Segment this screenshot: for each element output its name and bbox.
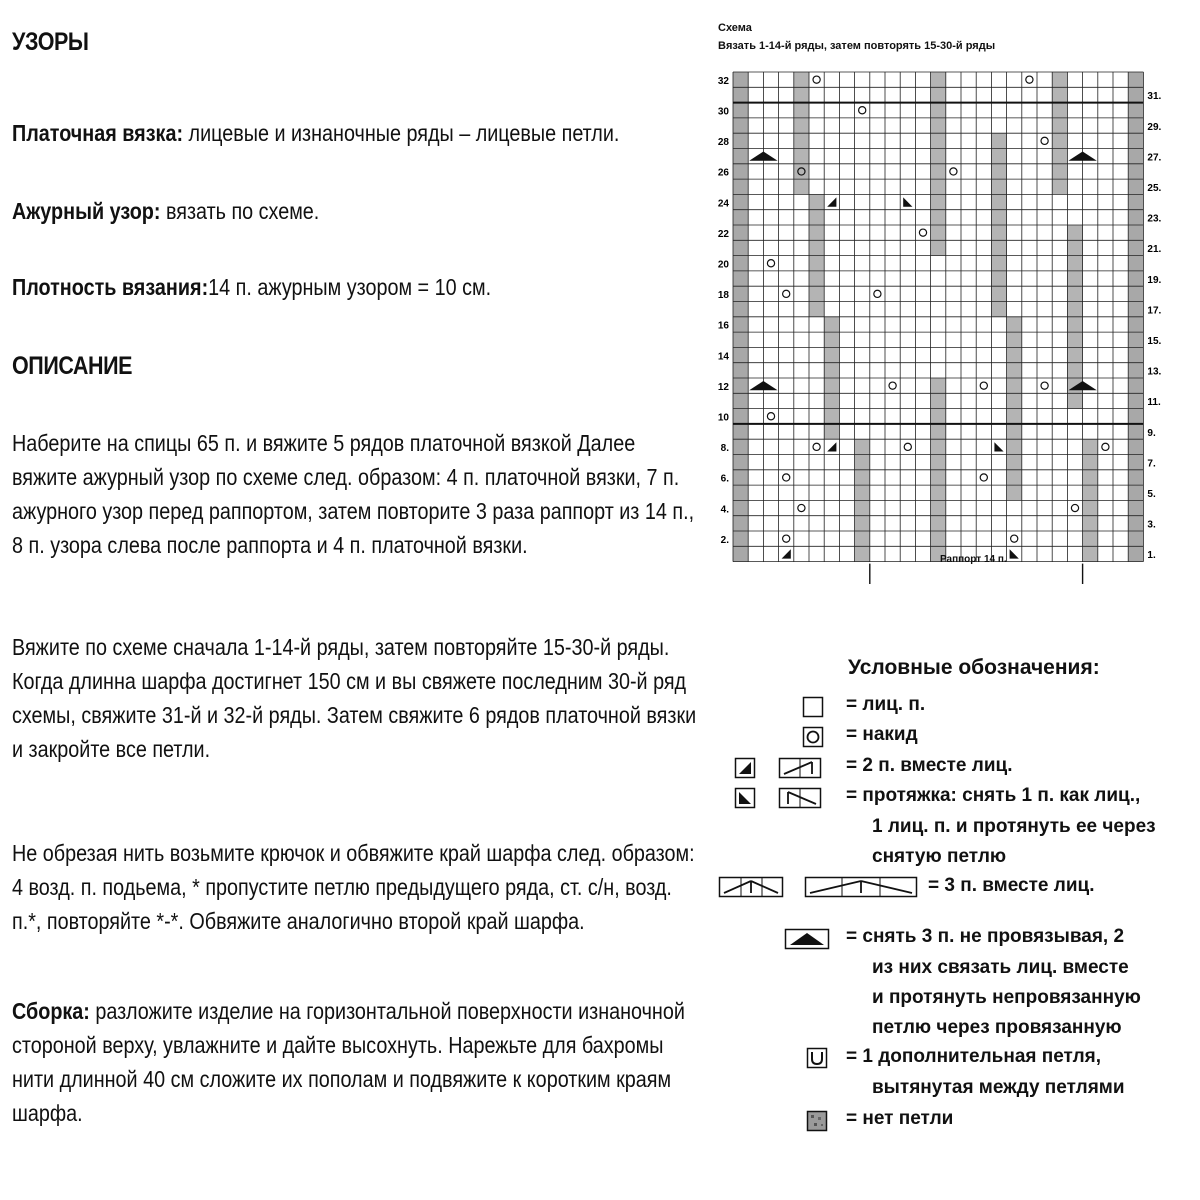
yarn-over-mark [783, 474, 790, 481]
row-label-left: 12 [717, 381, 729, 393]
slip3-icon [784, 928, 830, 950]
platoch-label: Платочная вязка: [12, 120, 184, 146]
knit-stitch-icon [802, 696, 824, 718]
legend-title: Условные обозначения: [848, 656, 1100, 679]
yarn-over-mark [919, 229, 926, 236]
decrease-mark [1010, 549, 1019, 558]
yarn-over-mark [1026, 76, 1033, 83]
slip3-mark [749, 381, 777, 390]
yarn-over-mark [874, 290, 881, 297]
yarn-over-mark [1102, 443, 1109, 450]
chart-grid [700, 14, 1200, 584]
assembly-text: разложите изделие на горизонтальной поверхности изнаночной стороной верху, увлажните и дайте высохнуть. Нарежьте для бахромы нити длинной 40 см сложите их пополам и подвяжите к коротким краям шарфа. [12, 998, 685, 1126]
yarn-over-mark [783, 535, 790, 542]
yarn-over-mark [859, 107, 866, 114]
slip3-mark [749, 152, 777, 161]
paragraph-assembly [12, 994, 700, 1130]
row-label-left: 30 [717, 106, 729, 118]
row-label-right: 19. [1147, 274, 1162, 286]
legend-skp-3: снятую петлю [872, 846, 1007, 867]
yarn-over-mark [783, 290, 790, 297]
row-label-left: 20 [717, 259, 729, 271]
ajur-label: Ажурный узор: [12, 198, 161, 224]
row-label-right: 7. [1147, 458, 1156, 470]
chart-subtitle: Вязать 1-14-й ряды, затем повторять 15-30-й ряды [718, 40, 996, 52]
k2tog-icon [734, 757, 756, 779]
row-label-right: 3. [1147, 519, 1156, 531]
rapport-bracket [870, 564, 1083, 584]
legend-knit: = лиц. п. [846, 694, 926, 715]
row-label-right: 13. [1147, 366, 1162, 378]
row-label-right: 9. [1147, 427, 1156, 439]
row-label-left: 16 [717, 320, 729, 332]
density-text: 14 п. ажурным узором = 10 см. [208, 274, 492, 300]
yarn-over-mark [1011, 535, 1018, 542]
row-label-right: 21. [1147, 244, 1162, 256]
row-label-left: 26 [717, 167, 729, 179]
yarn-over-mark [904, 443, 911, 450]
row-label-left: 18 [717, 290, 729, 302]
decrease-mark [994, 442, 1003, 451]
decrease-mark [903, 197, 912, 206]
chart-title: Схема [718, 22, 752, 34]
legend-extra-1: = 1 дополнительная петля, [846, 1046, 1102, 1067]
legend [700, 650, 1200, 1150]
row-label-right: 25. [1147, 183, 1162, 195]
row-label-right: 29. [1147, 121, 1162, 133]
paragraph-desc-2: Вяжите по схеме сначала 1-14-й ряды, затем повторяйте 15-30-й ряды. Когда длинна шарфа достигнет 150 см и вы свяжете последним 30-й ряд схемы, свяжите 31-й и 32-й ряды. Затем свяжите 6 рядов платочной вязки и закройте все петли. [12, 634, 697, 762]
legend-s3-4: петлю через провязанную [872, 1017, 1122, 1038]
yarn-over-mark [980, 382, 987, 389]
legend-yo: = накид [846, 724, 918, 745]
skp-icon [734, 787, 756, 809]
decrease-mark [782, 549, 791, 558]
yarn-over-mark [767, 260, 774, 267]
paragraph-ajur [12, 194, 700, 228]
row-label-right: 11. [1147, 397, 1161, 409]
legend-no-stitch: = нет петли [846, 1108, 954, 1129]
legend-k2tog: = 2 п. вместе лиц. [846, 755, 1013, 776]
heading-description: ОПИСАНИЕ [12, 352, 133, 380]
row-label-left: 32 [717, 75, 729, 87]
paragraph-density [12, 270, 700, 304]
yarn-over-mark [1041, 382, 1048, 389]
paragraph-desc-1: Наберите на спицы 65 п. и вяжите 5 рядов платочной вязкой Далее вяжите ажурный узор по схеме след. образом: 4 п. платочной вязки, 7 п. ажурного узор перед раппортом, затем повторите 3 раза раппорт из 14 п., 8 п. узора слева после раппорта и 4 п. платочной вязки. [12, 430, 695, 558]
ajur-text: вязать по схеме. [160, 198, 320, 224]
row-label-right: 15. [1147, 336, 1162, 348]
row-label-left: 8. [720, 443, 729, 455]
legend-s3-2: из них связать лиц. вместе [872, 957, 1129, 978]
rapport-label: Раппорт 14 п. [940, 554, 1007, 565]
row-label-left: 14 [717, 351, 729, 363]
row-label-left: 6. [720, 473, 729, 485]
k2tog-wide-icon [778, 757, 822, 779]
platoch-text: лицевые и изнаночные ряды – лицевые петли. [183, 120, 620, 146]
yarn-over-mark [1041, 137, 1048, 144]
yarn-over-mark [813, 443, 820, 450]
yarn-over-mark [767, 413, 774, 420]
row-label-left: 10 [717, 412, 729, 424]
density-label: Плотность вязания: [12, 274, 209, 300]
row-label-left: 4. [720, 504, 729, 516]
legend-k3tog: = 3 п. вместе лиц. [928, 875, 1095, 896]
row-label-right: 17. [1147, 305, 1162, 317]
yarn-over-icon [802, 726, 824, 748]
skp-wide-icon [778, 787, 822, 809]
row-label-left: 2. [720, 534, 729, 546]
k3tog-wide-icon [804, 876, 918, 898]
k3tog-icon [718, 876, 784, 898]
heading-patterns: УЗОРЫ [12, 28, 89, 56]
legend-extra-2: вытянутая между петлями [872, 1077, 1125, 1098]
legend-s3-1: = снять 3 п. не провязывая, 2 [846, 926, 1125, 947]
decrease-mark [827, 442, 836, 451]
legend-skp-2: 1 лиц. п. и протянуть ее через [872, 816, 1156, 837]
assembly-label: Сборка: [12, 998, 90, 1024]
yarn-over-mark [813, 76, 820, 83]
extra-loop-icon [806, 1047, 828, 1069]
decrease-mark [827, 197, 836, 206]
slip3-mark [1068, 152, 1096, 161]
row-label-left: 28 [717, 137, 729, 149]
row-label-right: 27. [1147, 152, 1162, 164]
legend-s3-3: и протянуть непровязанную [872, 987, 1141, 1008]
row-label-left: 22 [717, 228, 729, 240]
yarn-over-mark [950, 168, 957, 175]
yarn-over-mark [1071, 504, 1078, 511]
knitting-chart [700, 14, 1200, 584]
paragraph-desc-3: Не обрезая нить возьмите крючок и обвяжите край шарфа след. образом: 4 возд. п. подьема, * пропустите петлю предыдущего ряда, ст. с/н, возд. п.*, повторяйте *-*. Обвяжите аналогично второй край шарфа. [12, 840, 695, 934]
row-label-right: 1. [1147, 550, 1156, 562]
legend-skp-1: = протяжка: снять 1 п. как лиц., [846, 785, 1141, 806]
yarn-over-mark [980, 474, 987, 481]
no-stitch-icon [806, 1110, 828, 1132]
row-label-right: 23. [1147, 213, 1162, 225]
yarn-over-mark [889, 382, 896, 389]
row-label-right: 5. [1147, 489, 1156, 501]
row-label-left: 24 [717, 198, 729, 210]
yarn-over-mark [798, 504, 805, 511]
row-label-right: 31. [1147, 91, 1162, 103]
paragraph-platoch [12, 116, 700, 150]
